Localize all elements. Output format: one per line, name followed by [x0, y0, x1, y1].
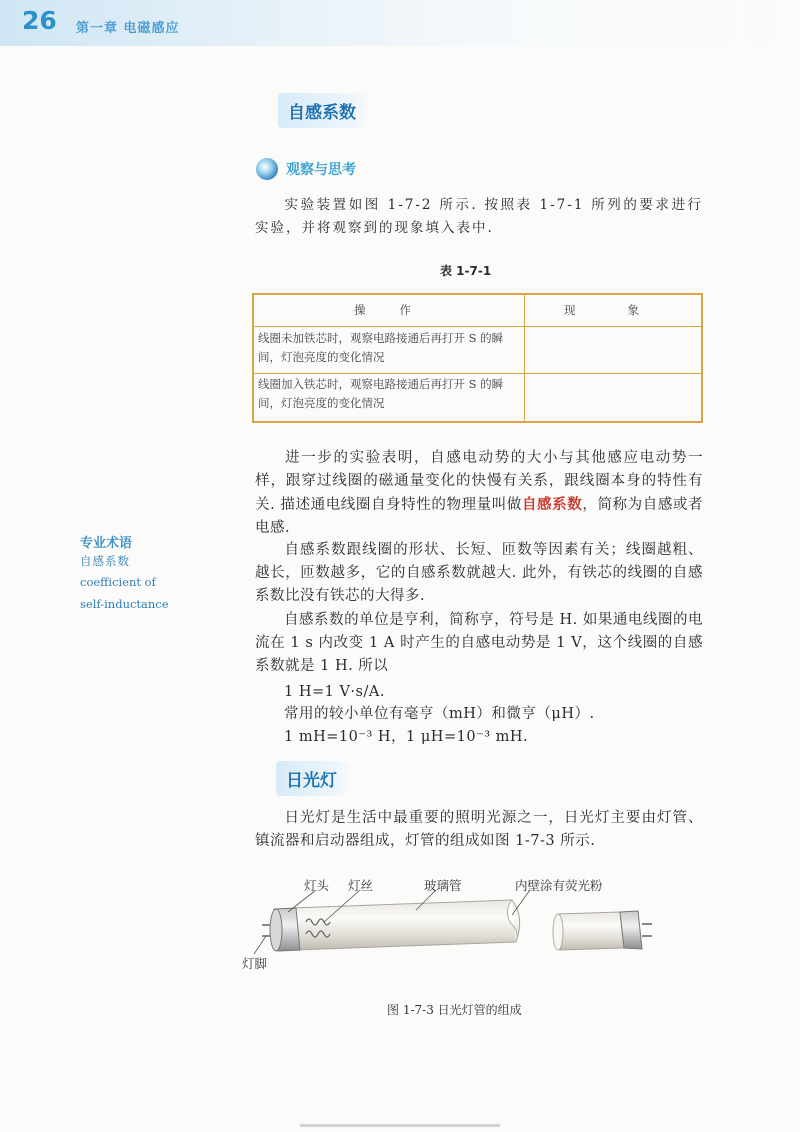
experiment-paragraph: 实验装置如图 1-7-2 所示. 按照表 1-7-1 所列的要求进行实验，并将观察到的现象填入表中. [255, 197, 703, 236]
paragraph-lamp: 日光灯是生活中最重要的照明光源之一，日光灯主要由灯管、镇流器和启动器组成，灯管的组成如图 1-7-3 所示. [255, 810, 703, 849]
table-header-operation: 操作 [354, 303, 445, 317]
table-row: 线圈加入铁芯时，观察电路接通后再打开 S 的瞬间，灯泡亮度的变化情况 [258, 377, 504, 410]
formula-henry: 1 H=1 V·s/A. [284, 684, 385, 700]
margin-term-en: self-inductance [80, 597, 169, 611]
margin-term-en: coefficient of [80, 575, 156, 589]
section-title-self-inductance: 自感系数 [278, 93, 372, 128]
highlight-term: 自感系数 [521, 496, 583, 513]
label-lamp-pin: 灯脚 [242, 956, 268, 971]
margin-term-title: 专业术语 [80, 536, 133, 551]
observation-table [252, 293, 703, 423]
table-header-phenomenon: 现象 [564, 303, 691, 317]
lens-icon [256, 158, 278, 180]
figure-caption: 图 1-7-3 日光灯管的组成 [387, 1003, 522, 1017]
observe-think-heading: 观察与思考 [286, 162, 356, 178]
bottom-divider [300, 1124, 500, 1127]
paragraph-unit: 自感系数的单位是亨利，简称亨，符号是 H. 如果通电线圈的电流在 1 s 内改变 1 A 时产生的自感电动势是 1 V，这个线圈的自感系数就是 1 H. 所以 [255, 612, 703, 674]
chapter-title: 第一章 电磁感应 [76, 21, 180, 36]
label-lamp-cap: 灯头 [304, 878, 330, 893]
margin-term-cn: 自感系数 [80, 554, 130, 568]
formula-millihenry: 1 mH=10⁻³ H，1 μH=10⁻³ mH. [284, 729, 529, 745]
table-row: 线圈未加铁芯时，观察电路接通后再打开 S 的瞬间，灯泡亮度的变化情况 [258, 331, 504, 364]
page-number: 26 [22, 6, 57, 35]
label-glass-tube: 玻璃管 [424, 878, 462, 893]
section-title-fluorescent-lamp: 日光灯 [276, 761, 353, 796]
paragraph-factors: 自感系数跟线圈的形状、长短、匝数等因素有关；线圈越粗、越长，匝数越多，它的自感系数就越大. 此外，有铁芯的线圈的自感系数比没有铁芯的大得多. [255, 542, 703, 604]
label-phosphor-coating: 内壁涂有荧光粉 [515, 878, 603, 893]
paragraph-small-units: 常用的较小单位有毫亨（mH）和微亨（μH）. [284, 706, 595, 722]
table-caption: 表 1-7-1 [440, 264, 492, 278]
paragraph-definition: 进一步的实验表明，自感电动势的大小与其他感应电动势一样，跟穿过线圈的磁通量变化的快慢有关系，跟线圈本身的特性有关. 描述通电线圈自身特性的物理量叫做自感系数，简称为自感或者电感. [255, 450, 704, 536]
label-filament: 灯丝 [348, 878, 374, 893]
